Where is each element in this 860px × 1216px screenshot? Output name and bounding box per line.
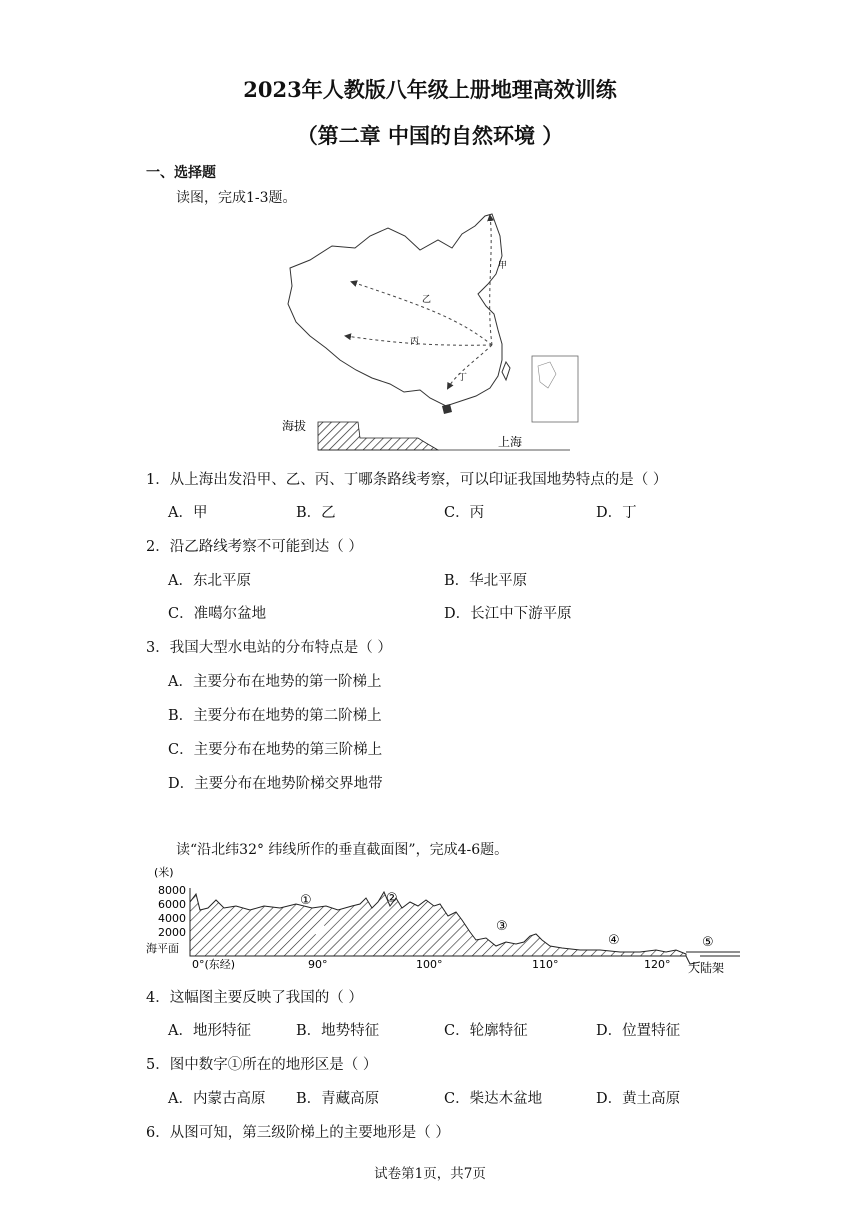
q2-option-a[interactable]: A．东北平原 — [168, 573, 251, 589]
elevation-profile — [318, 422, 438, 450]
china-route-map — [280, 210, 590, 456]
q1-option-b[interactable]: B．乙 — [296, 505, 336, 521]
marker-3: ③ — [496, 919, 508, 934]
question-4: 4．这幅图主要反映了我国的（ ） — [146, 990, 363, 1006]
hainan-island — [442, 404, 452, 414]
taiwan-island — [502, 362, 510, 380]
q3-option-b[interactable]: B．主要分布在地势的第二阶梯上 — [168, 708, 382, 724]
elevation-label: 海拔 — [282, 419, 307, 433]
page-footer: 试卷第1页，共7页 — [374, 1166, 486, 1182]
y-tick-sea-level: 海平面 — [146, 942, 179, 955]
latitude-32-profile — [140, 862, 746, 978]
q4-option-a[interactable]: A．地形特征 — [168, 1023, 251, 1039]
q3-option-a[interactable]: A．主要分布在地势的第一阶梯上 — [168, 674, 382, 690]
label-bing: 丙 — [410, 337, 420, 347]
q3-option-c[interactable]: C．主要分布在地势的第三阶梯上 — [168, 742, 383, 758]
q1-option-c[interactable]: C．丙 — [444, 505, 485, 521]
q4-option-b[interactable]: B．地势特征 — [296, 1023, 380, 1039]
intro-1: 读图，完成1-3题。 — [176, 190, 297, 206]
q5-option-b[interactable]: B．青藏高原 — [296, 1091, 380, 1107]
label-ding: 丁 — [458, 373, 468, 383]
x-tick-110: 110° — [532, 958, 559, 971]
y-tick-8000: 8000 — [158, 884, 186, 897]
marker-2: ② — [386, 891, 398, 906]
label-jia: 甲 — [498, 261, 508, 271]
x-tick-120: 120° — [644, 958, 671, 971]
section-heading: 一、选择题 — [146, 165, 216, 181]
x-tick-100: 100° — [416, 958, 443, 971]
question-2: 2．沿乙路线考察不可能到达（ ） — [146, 539, 363, 555]
q2-option-d[interactable]: D．长江中下游平原 — [444, 606, 572, 622]
q5-option-a[interactable]: A．内蒙古高原 — [168, 1091, 266, 1107]
route-yi — [352, 282, 492, 345]
y-tick-2000: 2000 — [158, 926, 186, 939]
q5-option-c[interactable]: C．柴达木盆地 — [444, 1091, 543, 1107]
q2-option-b[interactable]: B．华北平原 — [444, 573, 528, 589]
q3-option-d[interactable]: D．主要分布在地势阶梯交界地带 — [168, 776, 383, 792]
q1-option-a[interactable]: A．甲 — [168, 505, 208, 521]
marker-5: ⑤ — [702, 935, 714, 950]
x-tick-0: 0°(东经) — [192, 958, 236, 971]
page-subtitle: （第二章 中国的自然环境 ） — [296, 123, 564, 148]
route-ding — [448, 345, 492, 388]
china-outline — [288, 214, 502, 406]
question-3: 3．我国大型水电站的分布特点是（ ） — [146, 640, 392, 656]
marker-4: ④ — [608, 933, 620, 948]
page-title: 2023年人教版八年级上册地理高效训练 — [243, 77, 617, 102]
label-yi: 乙 — [422, 295, 432, 305]
question-6: 6．从图可知，第三级阶梯上的主要地形是（ ） — [146, 1125, 450, 1141]
shelf-label: 大陆架 — [688, 961, 725, 975]
marker-1: ① — [300, 893, 312, 908]
profile-unit: (米) — [154, 866, 174, 879]
y-tick-6000: 6000 — [158, 898, 186, 911]
q4-option-d[interactable]: D．位置特征 — [596, 1023, 681, 1039]
q5-option-d[interactable]: D．黄土高原 — [596, 1091, 681, 1107]
x-tick-90: 90° — [308, 958, 328, 971]
city-label-shanghai: 上海 — [498, 435, 523, 449]
question-5: 5．图中数字①所在的地形区是（ ） — [146, 1057, 378, 1073]
question-1: 1．从上海出发沿甲、乙、丙、丁哪条路线考察，可以印证我国地势特点的是（ ） — [146, 472, 668, 488]
intro-2: 读“沿北纬32° 纬线所作的垂直截面图”，完成4-6题。 — [176, 842, 509, 858]
q4-option-c[interactable]: C．轮廓特征 — [444, 1023, 528, 1039]
y-tick-4000: 4000 — [158, 912, 186, 925]
q2-option-c[interactable]: C．准噶尔盆地 — [168, 606, 267, 622]
q1-option-d[interactable]: D．丁 — [596, 505, 637, 521]
